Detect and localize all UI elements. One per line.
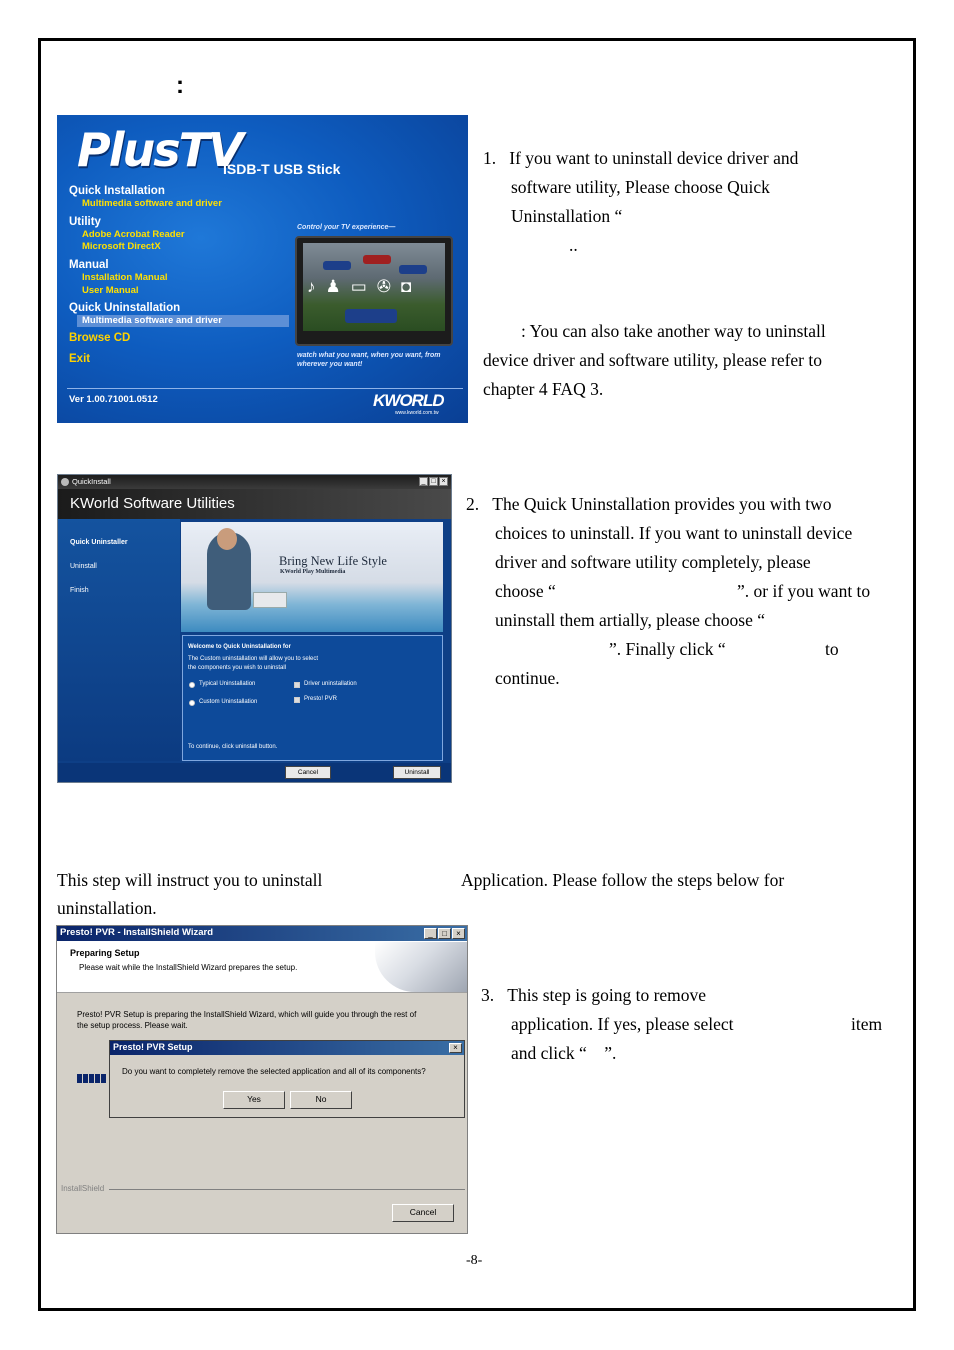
intro-line1-start: This step will instruct you to uninstall [57, 870, 323, 890]
kworld-logo: KWORLD [373, 391, 444, 410]
menu-utility-acrobat[interactable]: Adobe Acrobat Reader [82, 229, 185, 240]
close-icon[interactable]: × [452, 928, 465, 939]
body-line2: the setup process. Please wait. [77, 1021, 188, 1030]
progress-bar [77, 1074, 106, 1083]
window-controls [419, 477, 448, 486]
step1-note-line3: chapter 4 FAQ 3. [483, 379, 604, 399]
quickinstall-screenshot [57, 474, 452, 783]
header-text: Please wait while the InstallShield Wizard prepares the setup. [79, 963, 298, 972]
step-quick-uninstaller: Quick Uninstaller [70, 539, 128, 546]
step1-line2: software utility, Please choose Quick [511, 177, 770, 197]
step1-line3: Uninstallation “ [511, 206, 623, 226]
hero-title: Bring New Life Style [279, 554, 387, 568]
laptop-image [253, 592, 287, 608]
step2-line7: continue. [495, 668, 560, 688]
custom-radio[interactable] [189, 700, 195, 706]
step-uninstall: Uninstall [70, 563, 97, 570]
maximize-icon[interactable]: □ [429, 477, 438, 486]
cancel-button[interactable]: Cancel [285, 766, 331, 779]
version-label: Ver 1.00.71001.0512 [69, 394, 158, 405]
app-icon [61, 478, 69, 486]
media-icons: ♪♟▭✇◘ [307, 277, 422, 296]
divider [67, 388, 463, 389]
no-button[interactable]: No [290, 1091, 352, 1109]
continue-hint: To continue, click uninstall button. [188, 744, 278, 750]
installshield-label: InstallShield [61, 1184, 105, 1193]
steps-sidebar [58, 519, 180, 761]
step3-line1: 3. This step is going to remove [481, 985, 707, 1005]
menu-exit[interactable]: Exit [69, 353, 91, 365]
dialog-question: Do you want to completely remove the selected application and all of its components? [122, 1067, 426, 1076]
body-line1: Presto! PVR Setup is preparing the InstallShield Wizard, which will guide you through the rest of [77, 1010, 417, 1019]
welcome-text: Welcome to Quick Uninstallation for [188, 644, 291, 650]
step3-line3: and click “ ”. [511, 1043, 617, 1063]
step2-line6-start: ”. Finally click “ [609, 639, 726, 659]
menu-quick-installation[interactable]: Quick Installation [69, 185, 165, 197]
step2-line3: driver and software utility completely, please [495, 552, 811, 572]
menu-user-manual[interactable]: User Manual [82, 285, 139, 296]
tagline-bottom-2: wherever you want! [297, 361, 363, 368]
step2-line2: choices to uninstall. If you want to uninstall device [495, 523, 853, 543]
menu-quick-uninstallation-sub[interactable]: Multimedia software and driver [82, 315, 222, 326]
intro-line1-end: Application. Please follow the steps below for [461, 870, 785, 890]
maximize-icon[interactable]: □ [438, 928, 451, 939]
race-car-icon [345, 309, 397, 323]
intro-line2: uninstallation. [57, 898, 157, 918]
uninstall-button[interactable]: Uninstall [393, 766, 441, 779]
header-title: Preparing Setup [70, 948, 140, 958]
step-finish: Finish [70, 587, 89, 594]
step1-note-line1: : You can also take another way to uninstall [521, 321, 826, 341]
step3-line2-end: item [851, 1014, 883, 1034]
step2-line6-end: to [825, 639, 839, 659]
kworld-url: www.kworld.com.tw [395, 410, 439, 416]
cancel-button[interactable]: Cancel [392, 1204, 454, 1222]
plustv-logo: PlusTV [77, 123, 242, 177]
presto-installshield-screenshot [56, 925, 468, 1234]
minimize-icon[interactable]: _ [419, 477, 428, 486]
race-car-icon [363, 255, 391, 264]
menu-quick-installation-sub[interactable]: Multimedia software and driver [82, 198, 222, 209]
menu-installation-manual[interactable]: Installation Manual [82, 272, 168, 283]
step2-line4-end: ”. or if you want to [737, 581, 871, 601]
typical-radio[interactable] [189, 682, 195, 688]
race-car-icon [399, 265, 427, 274]
race-car-icon [323, 261, 351, 270]
description-line1: The Custom uninstallation will allow you to select [188, 656, 319, 662]
window-controls [424, 928, 465, 939]
driver-checkbox[interactable] [294, 682, 300, 688]
page-number: -8- [466, 1253, 483, 1268]
minimize-icon[interactable]: _ [424, 928, 437, 939]
custom-label[interactable]: Custom Uninstallation [199, 699, 258, 705]
hero-banner [181, 522, 443, 632]
menu-utility-directx[interactable]: Microsoft DirectX [82, 241, 161, 252]
divider [109, 1189, 465, 1190]
section-heading-colon: : [176, 72, 184, 99]
description-line2: the components you wish to uninstall [188, 665, 287, 671]
product-name: ISDB-T USB Stick [223, 161, 341, 177]
app-title: KWorld Software Utilities [70, 495, 235, 512]
typical-label[interactable]: Typical Uninstallation [199, 681, 256, 687]
hero-subtitle: KWorld Play Multimedia [280, 569, 346, 575]
step1-note-line2: device driver and software utility, please refer to [483, 350, 822, 370]
menu-manual[interactable]: Manual [69, 259, 109, 271]
close-icon[interactable]: × [439, 477, 448, 486]
presto-checkbox[interactable] [294, 697, 300, 703]
menu-quick-uninstallation[interactable]: Quick Uninstallation [69, 302, 181, 314]
confirm-dialog [109, 1040, 465, 1118]
window-title: Presto! PVR - InstallShield Wizard [57, 926, 467, 941]
presto-label[interactable]: Presto! PVR [304, 696, 338, 702]
tagline-top: Control your TV experience— [297, 224, 396, 231]
step2-line4-start: choose “ [495, 581, 556, 601]
dialog-title: Presto! PVR Setup [110, 1041, 464, 1055]
step1-line4: .. [569, 235, 578, 255]
menu-utility[interactable]: Utility [69, 216, 101, 228]
step3-line2-start: application. If yes, please select [511, 1014, 734, 1034]
person-head-image [217, 528, 237, 550]
step2-line5: uninstall them artially, please choose “ [495, 610, 766, 630]
step2-line1: 2. The Quick Uninstallation provides you with two [466, 494, 832, 514]
tagline-bottom-1: watch what you want, when you want, from [297, 352, 441, 359]
step1-line1: 1. If you want to uninstall device driver and [483, 148, 799, 168]
menu-browse-cd[interactable]: Browse CD [69, 332, 131, 344]
options-panel [182, 635, 443, 761]
yes-button[interactable]: Yes [223, 1091, 285, 1109]
driver-label[interactable]: Driver uninstallation [304, 681, 357, 687]
plustv-menu-screenshot [57, 115, 468, 423]
dialog-close-icon[interactable]: × [449, 1043, 462, 1053]
window-title: QuickInstall [58, 475, 452, 489]
